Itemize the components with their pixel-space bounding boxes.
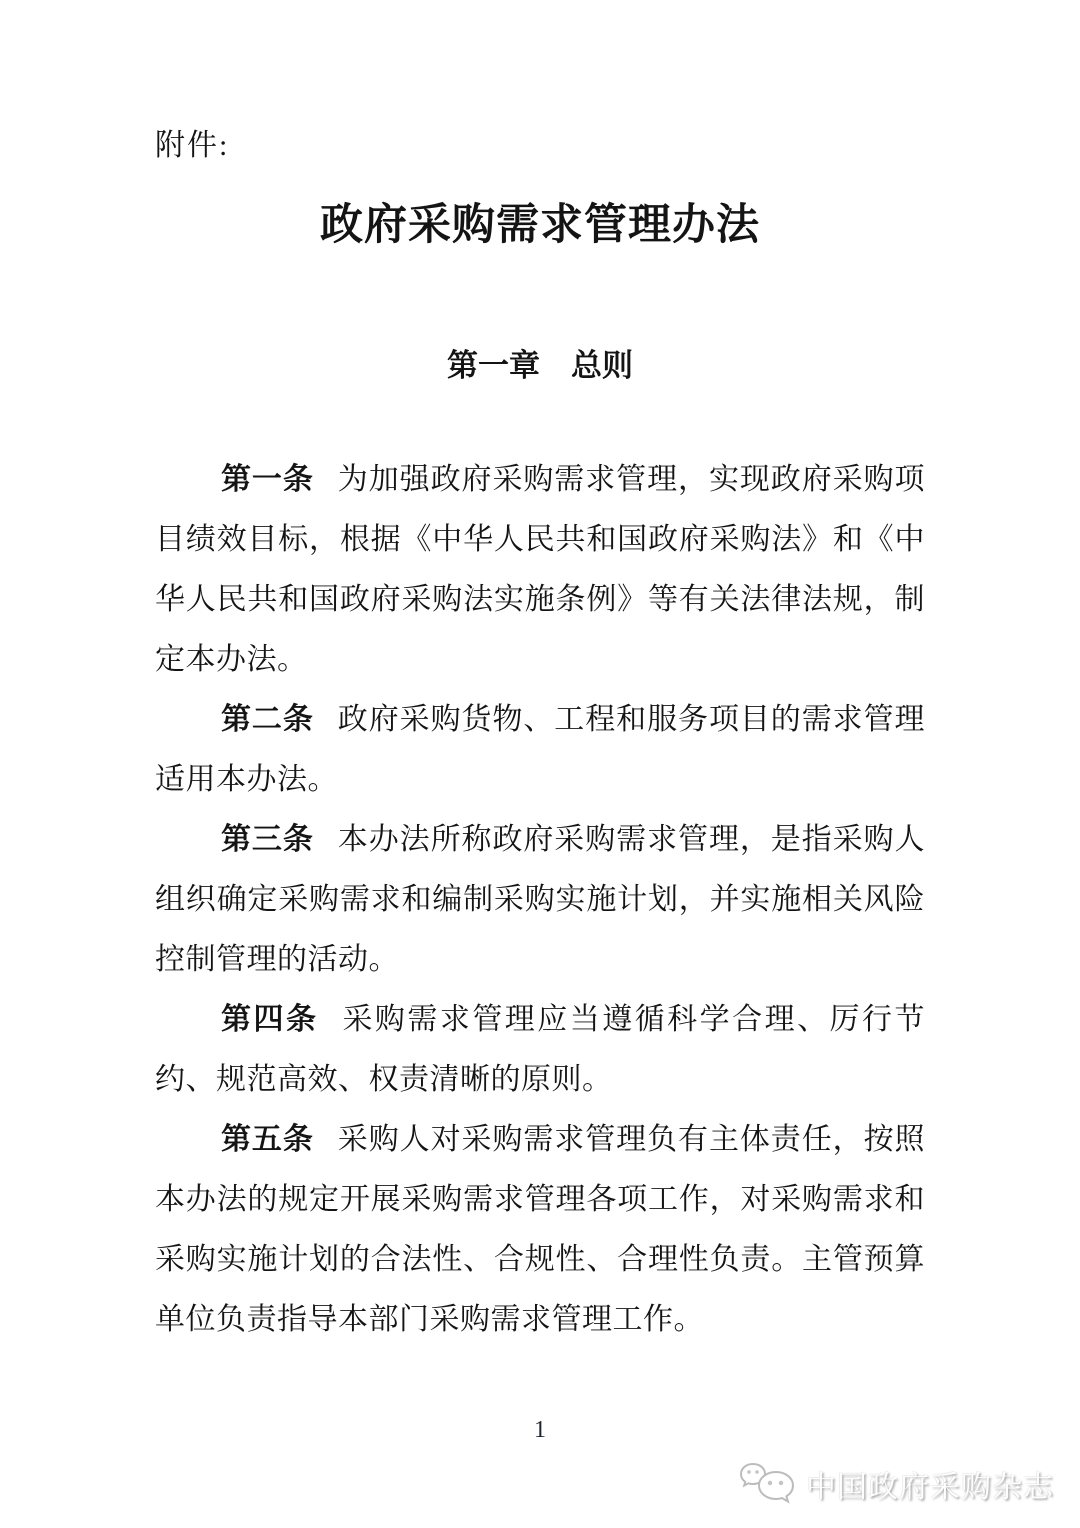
attachment-label: 附件:	[155, 129, 230, 162]
article-number: 第一条	[221, 463, 314, 496]
article-number: 第二条	[221, 703, 314, 736]
article-paragraph	[155, 450, 925, 690]
article-number: 第五条	[221, 1123, 314, 1156]
article-text: 采购人对采购需求管理负有主体责任，按照本办法的规定开展采购需求管理各项工作，对采购需求和采购实施计划的合法性、合规性、合理性负责。主管预算单位负责指导本部门采购需求管理工作。	[155, 1123, 926, 1336]
article-paragraph	[155, 690, 925, 810]
chapter-heading: 第一章 总则	[447, 348, 633, 383]
page-number: 1	[534, 1417, 546, 1443]
publisher-watermark	[739, 1460, 1054, 1508]
article-text: 本办法所称政府采购需求管理，是指采购人组织确定采购需求和编制采购实施计划，并实施相关风险控制管理的活动。	[155, 823, 926, 976]
article-number: 第四条	[221, 1003, 319, 1036]
article-paragraph	[155, 1110, 925, 1350]
article-text: 采购需求管理应当遵循科学合理、厉行节约、规范高效、权责清晰的原则。	[155, 1003, 926, 1096]
article-number: 第三条	[221, 823, 314, 856]
article-text: 政府采购货物、工程和服务项目的需求管理适用本办法。	[155, 703, 926, 796]
article-paragraph	[155, 810, 925, 990]
publisher-name: 中国政府采购杂志	[806, 1471, 1054, 1504]
wechat-icon	[739, 1460, 797, 1508]
document-title: 政府采购需求管理办法	[320, 202, 760, 249]
articles-section	[155, 450, 925, 1350]
article-paragraph	[155, 990, 925, 1110]
article-text: 为加强政府采购需求管理，实现政府采购项目绩效目标，根据《中华人民共和国政府采购法》和《中华人民共和国政府采购法实施条例》等有关法律法规，制定本办法。	[155, 463, 926, 676]
